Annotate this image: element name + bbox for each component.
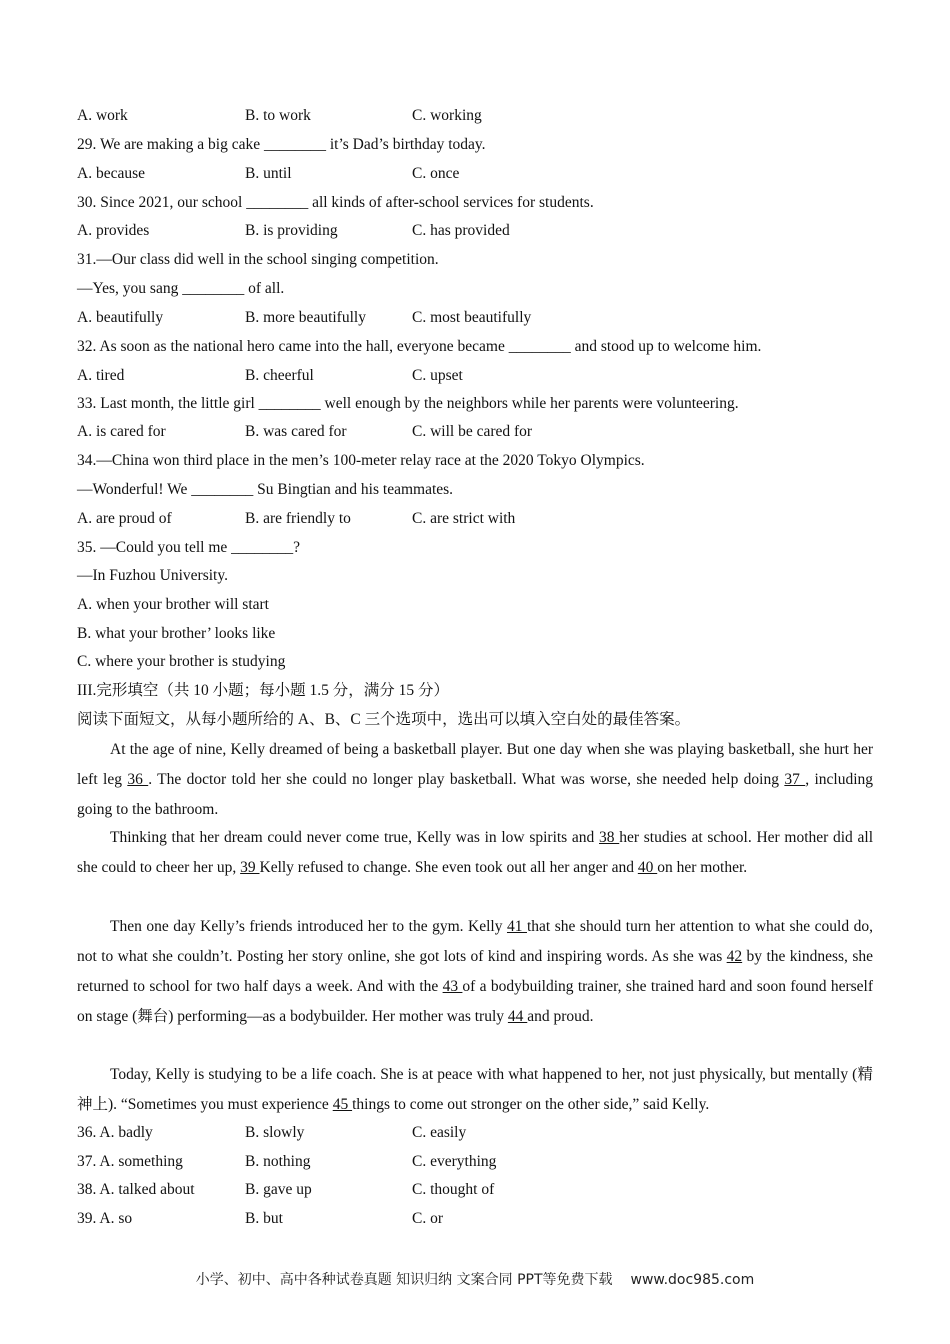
question-30: 30. Since 2021, our school ________ all kinds of after-school services for students. — [77, 194, 594, 211]
blank-39: 39 — [240, 859, 260, 876]
option-c: C. once — [412, 165, 460, 182]
option-b: B. to work — [245, 107, 311, 124]
option-a: A. because — [77, 165, 145, 182]
option-c: C. where your brother is studying — [77, 653, 286, 670]
blank-37: 37 — [784, 771, 806, 788]
blank-41: 41 — [506, 918, 527, 935]
section-heading: III.完形填空（共 10 小题；每小题 1.5 分，满分 15 分） — [77, 682, 449, 699]
passage-paragraph-4: Today, Kelly is studying to be a life coach. She is at peace with what happened to her, not just physically, but mentally (精神上). “Sometimes you must experience 45 things to come out stronger on the other side,” said Kelly. — [77, 1066, 873, 1113]
question-35-reply: —In Fuzhou University. — [77, 567, 228, 584]
question-29: 29. We are making a big cake ________ it’s Dad’s birthday today. — [77, 136, 486, 153]
option-c: C. most beautifully — [412, 309, 532, 326]
option-b: B. gave up — [245, 1181, 312, 1198]
option-c: C. upset — [412, 367, 463, 384]
footer-text: 小学、初中、高中各种试卷真题 知识归纳 文案合同 PPT等免费下载 — [195, 1272, 613, 1288]
question-31-reply: —Yes, you sang ________ of all. — [77, 280, 285, 297]
option-b: B. what your brother’ looks like — [77, 625, 276, 642]
blank-44: 44 — [507, 1008, 528, 1025]
option-b: B. until — [245, 165, 292, 182]
option-a: A. provides — [77, 222, 150, 239]
option-b: B. nothing — [245, 1153, 311, 1170]
option-c: C. working — [412, 107, 482, 124]
option-b: B. is providing — [245, 222, 338, 239]
blank-36: 36 — [127, 771, 149, 788]
option-a: 38. A. talked about — [77, 1181, 195, 1198]
question-35: 35. —Could you tell me ________? — [77, 539, 301, 556]
option-a: A. beautifully — [77, 309, 164, 326]
option-c: C. will be cared for — [412, 423, 533, 440]
blank-43: 43 — [442, 978, 463, 995]
question-31: 31.—Our class did well in the school singing competition. — [77, 251, 439, 268]
option-b: B. are friendly to — [245, 510, 351, 527]
blank-40: 40 — [637, 859, 658, 876]
passage-paragraph-3: Then one day Kelly’s friends introduced her to the gym. Kelly 41 that she should turn her attention to what she could do, not to what she couldn’t. Posting her story online, she got lots of kind and inspiring words. As she was 42 by the kindness, she returned to school for two half days a week. And with the 43 of a bodybuilding trainer, she trained hard and soon found herself on stage (舞台) performing—as a bodybuilder. Her mother was truly 44 and proud. — [77, 918, 874, 1025]
option-c: C. thought of — [412, 1181, 495, 1198]
option-c: C. has provided — [412, 222, 510, 239]
option-a: A. are proud of — [77, 510, 172, 527]
question-32: 32. As soon as the national hero came into the hall, everyone became ________ and stood up to welcome him. — [77, 338, 762, 355]
option-c: C. or — [412, 1210, 443, 1227]
question-34: 34.—China won third place in the men’s 100-meter relay race at the 2020 Tokyo Olympics. — [77, 452, 645, 469]
passage-paragraph-2: Thinking that her dream could never come true, Kelly was in low spirits and 38 her studies at school. Her mother did all she could to cheer her up, 39 Kelly refused to change. She even took out all her anger and 40 on her mother. — [77, 829, 874, 876]
page-footer — [0, 1269, 950, 1289]
option-a: A. tired — [77, 367, 125, 384]
passage-paragraph-1: At the age of nine, Kelly dreamed of being a basketball player. But one day when she was playing basketball, she hurt her left leg 36 . The doctor told her she could no longer play basketball. What was worse, she needed help doing 37 , including going to the bathroom. — [77, 741, 874, 818]
option-b: B. was cared for — [245, 423, 347, 440]
blank-38: 38 — [599, 829, 620, 846]
option-c: C. everything — [412, 1153, 497, 1170]
blank-45: 45 — [332, 1096, 353, 1113]
footer-site-link[interactable]: www.doc985.com — [630, 1272, 755, 1288]
question-33: 33. Last month, the little girl ________ well enough by the neighbors while her parents were volunteering. — [77, 395, 739, 412]
option-a: 36. A. badly — [77, 1124, 153, 1141]
option-b: B. slowly — [245, 1124, 305, 1141]
option-a: A. is cared for — [77, 423, 166, 440]
option-b: B. more beautifully — [245, 309, 366, 326]
option-c: C. easily — [412, 1124, 467, 1141]
blank-42: 42 — [726, 948, 743, 965]
section-instruction: 阅读下面短文，从每小题所给的 A、B、C 三个选项中，选出可以填入空白处的最佳答案。 — [77, 711, 691, 728]
option-a: 37. A. something — [77, 1153, 183, 1170]
option-a: A. work — [77, 107, 128, 124]
option-b: B. cheerful — [245, 367, 314, 384]
option-a: 39. A. so — [77, 1210, 133, 1227]
option-b: B. but — [245, 1210, 283, 1227]
option-a: A. when your brother will start — [77, 596, 269, 613]
question-34-reply: —Wonderful! We ________ Su Bingtian and his teammates. — [77, 481, 454, 498]
option-c: C. are strict with — [412, 510, 516, 527]
